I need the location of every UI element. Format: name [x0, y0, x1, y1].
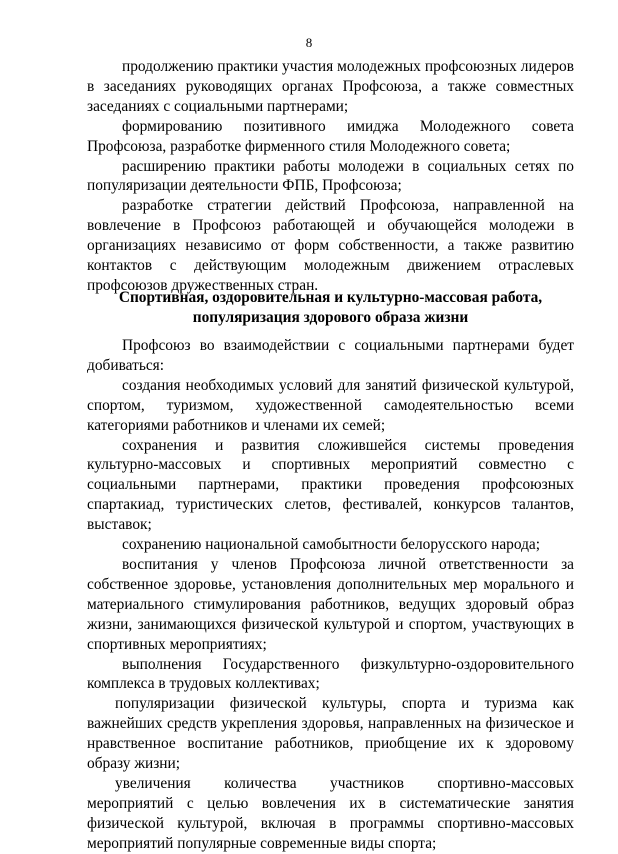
section-heading-line-1: Спортивная, оздоровительная и культурно-массовая работа, — [118, 289, 543, 306]
paragraph: выполнения Государственного физкультурно-оздоровительного комплекса в трудовых коллективах; — [87, 655, 574, 693]
section-heading — [87, 288, 574, 328]
paragraph: сохранению национальной самобытности белорусского народа; — [122, 536, 541, 554]
paragraph: Профсоюз во взаимодействии с социальными партнерами будет добиваться: — [87, 337, 574, 374]
paragraph: сохранения и развития сложившейся системы проведения культурно-массовых и спортивных мероприятий совместно с социальными партнерами, практики проведения профсоюзных спартакиад, туристических слетов, фестивалей, конкурсов талантов, выставок; — [87, 436, 574, 534]
section-heading-line-2: популяризация здорового образа жизни — [192, 308, 469, 326]
paragraph: формированию позитивного имиджа Молодежного совета Профсоюза, разработке фирменного стиля Молодежного совета; — [87, 117, 574, 155]
page-number: 8 — [305, 35, 313, 50]
paragraph: продолжению практики участия молодежных профсоюзных лидеров в заседаниях руководящих органах Профсоюза, а также совместных заседаниях с социальными партнерами; — [87, 58, 574, 115]
paragraph: воспитания у членов Профсоюза личной ответственности за собственное здоровье, установления дополнительных мер морального и материального стимулирования работников, ведущих здоровый образ жизни, занимающихся физической культурой и спортом, участвующих в спортивных мероприятиях; — [87, 555, 574, 653]
section-sports-health — [87, 336, 574, 854]
paragraph: разработке стратегии действий Профсоюза, направленной на вовлечение в Профсоюз работающей и обучающейся молодежи в организациях независимо от форм собственности, а также развитию контактов с действующим молодежным движением отраслевых профсоюзов дружественных стран. — [87, 197, 574, 294]
paragraph: увеличения количества участников спортивно-массовых мероприятий с целью вовлечения их в систематические занятия физической культурой, включая в программы спортивно-массовых мероприятий популярные современные виды спорта; — [87, 774, 574, 852]
paragraph: популяризации физической культуры, спорта и туризма как важнейших средств укрепления здоровья, направленных на физическое и нравственное воспитание работников, приобщение их к здоровому образу жизни; — [87, 695, 574, 773]
section-continuation — [87, 57, 574, 296]
paragraph: создания необходимых условий для занятий физической культурой, спортом, туризмом, художественной самодеятельностью всеми категориями работников и членами их семей; — [87, 376, 574, 434]
paragraph: расширению практики работы молодежи в социальных сетях по популяризации деятельности ФПБ, Профсоюза; — [87, 157, 574, 195]
